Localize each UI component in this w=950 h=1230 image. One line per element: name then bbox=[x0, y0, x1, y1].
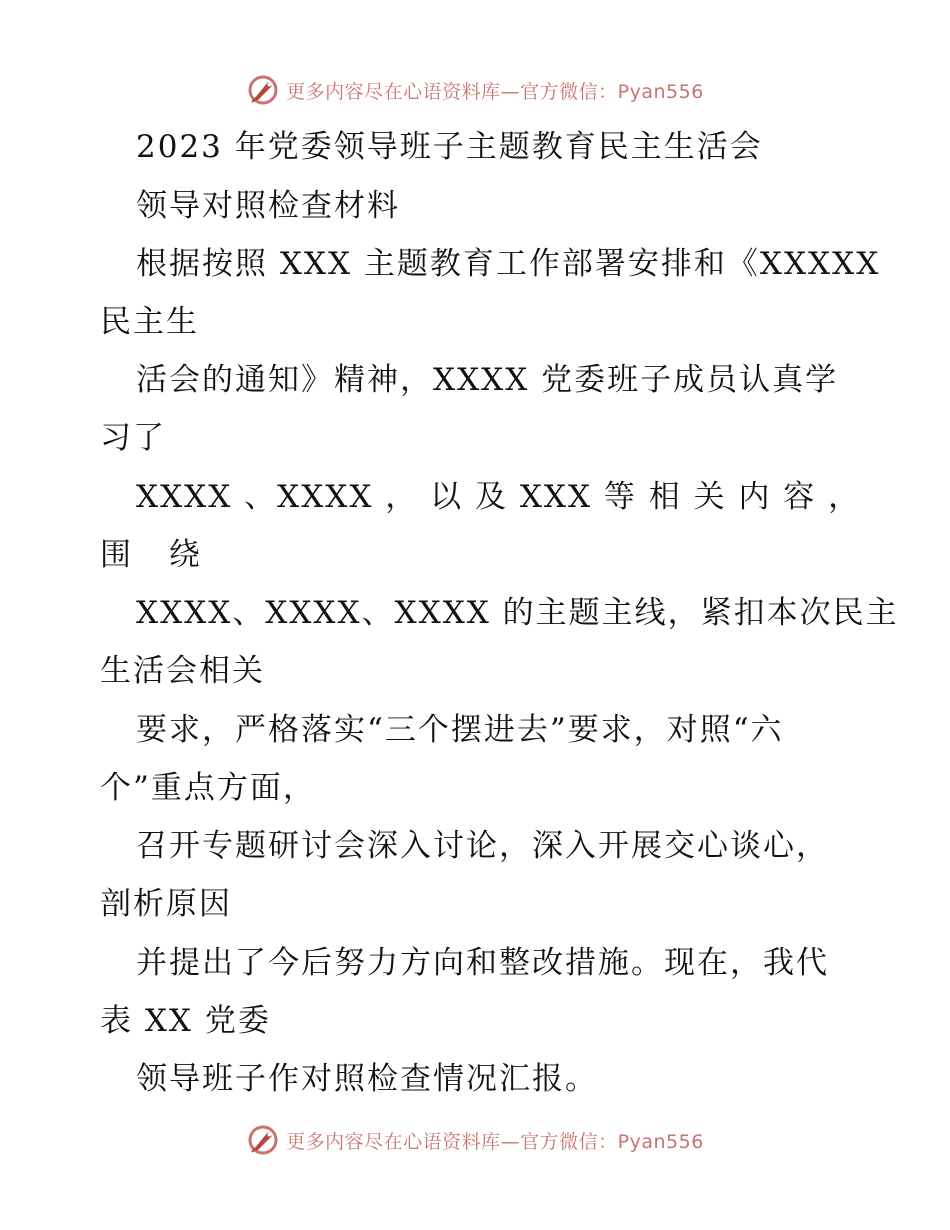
body-line: 要求，严格落实“三个摆进去”要求，对照“六 bbox=[136, 712, 784, 748]
body-line: 领导班子作对照检查情况汇报。 bbox=[136, 1061, 598, 1097]
body-line: XXXX 、XXXX ， 以 及 XXX 等 相 关 内 容 ， bbox=[136, 479, 862, 515]
body-line: 围 绕 bbox=[100, 537, 214, 573]
footer-watermark bbox=[0, 1120, 950, 1160]
header-watermark bbox=[0, 70, 950, 110]
body-line: 召开专题研讨会深入讨论，深入开展交心谈心， bbox=[136, 828, 829, 864]
watermark-text: 更多内容尽在心语资料库—官方微信：Pyan556 bbox=[286, 80, 704, 103]
body-line: 并提出了今后努力方向和整改措施。现在，我代 bbox=[136, 945, 829, 981]
body-line: XXXX、XXXX、XXXX 的主题主线，紧扣本次民主 bbox=[136, 595, 899, 631]
body-line: 个”重点方面， bbox=[100, 770, 316, 806]
pen-nib-logo-icon bbox=[246, 1123, 280, 1157]
document-title: 2023 年党委领导班子主题教育民主生活会 bbox=[136, 129, 763, 165]
body-line: 活会的通知》精神，XXXX 党委班子成员认真学 bbox=[136, 362, 839, 398]
body-line: 根据按照 XXX 主题教育工作部署安排和《XXXXX bbox=[136, 246, 881, 282]
document-subtitle: 领导对照检查材料 bbox=[136, 188, 400, 224]
pen-nib-logo-icon bbox=[246, 73, 280, 107]
body-line: 表 XX 党委 bbox=[100, 1003, 271, 1039]
body-line: 民主生 bbox=[100, 304, 199, 340]
body-line: 生活会相关 bbox=[100, 653, 265, 689]
body-line: 剖析原因 bbox=[100, 886, 232, 922]
body-line: 习了 bbox=[100, 420, 166, 456]
watermark-text: 更多内容尽在心语资料库—官方微信：Pyan556 bbox=[286, 1130, 704, 1153]
